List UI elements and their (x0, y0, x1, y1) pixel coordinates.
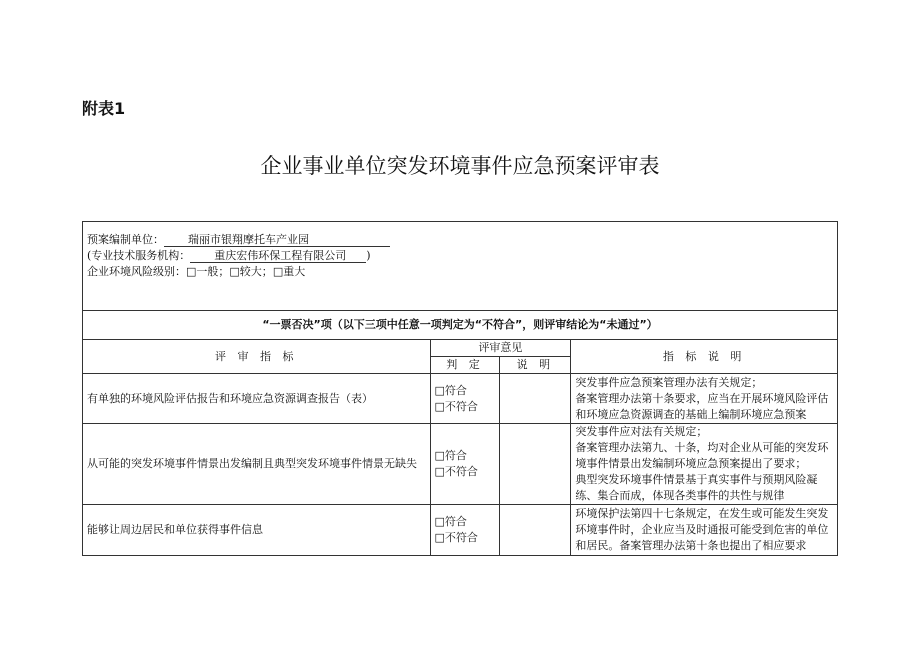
review-table (82, 221, 838, 556)
agency-suffix: ) (366, 249, 371, 262)
checkbox-fail[interactable]: □不符合 (434, 465, 478, 478)
checkbox-fail[interactable]: □不符合 (434, 531, 478, 544)
risk-option-major[interactable]: □较大； (229, 265, 273, 278)
risk-label: 企业环境风险级别： (87, 265, 186, 278)
header-explain: 说 明 (500, 357, 571, 374)
header-judgement: 判 定 (430, 357, 500, 374)
description-cell: 环境保护法第四十七条规定，在发生或可能发生突发环境事件时，企业应当及时通报可能受到危害的单位和居民。备案管理办法第十条也提出了相应要求 (571, 505, 838, 556)
indicator-cell: 能够让周边居民和单位获得事件信息 (83, 505, 431, 556)
checkbox-pass[interactable]: □符合 (434, 449, 467, 462)
header-indicator: 评 审 指 标 (83, 340, 431, 374)
table-row (83, 374, 838, 424)
checkbox-pass[interactable]: □符合 (434, 515, 467, 528)
agency-label: (专业技术服务机构： (87, 249, 191, 262)
note-cell[interactable] (500, 505, 571, 556)
info-cell (83, 222, 838, 311)
indicator-cell: 从可能的突发环境事件情景出发编制且典型突发环境事件情景无缺失 (83, 424, 431, 505)
description-cell: 突发事件应对法有关规定； 备案管理办法第九、十条，均对企业从可能的突发环境事件情景出发编制环境应急预案提出了要求； 典型突发环境事件情景基于真实事件与预期风险凝练、集合而成，体现各类事件的共性与规律 (571, 424, 838, 505)
indicator-cell: 有单独的环境风险评估报告和环境应急资源调查报告（表） (83, 374, 431, 424)
agency-field[interactable]: 重庆宏伟环保工程有限公司 (190, 249, 366, 263)
note-cell[interactable] (500, 424, 571, 505)
page-title: 企业事业单位突发环境事件应急预案评审表 (260, 154, 660, 178)
unit-label: 预案编制单位： (87, 233, 164, 246)
checkbox-fail[interactable]: □不符合 (434, 399, 478, 413)
header-description: 指 标 说 明 (571, 340, 838, 374)
risk-option-severe[interactable]: □重大 (272, 265, 306, 278)
checkbox-pass[interactable]: □符合 (434, 383, 467, 397)
table-row (83, 424, 838, 505)
header-opinion: 评审意见 (430, 340, 571, 357)
note-cell[interactable] (500, 374, 571, 424)
table-row (83, 505, 838, 556)
attachment-label: 附表1 (82, 99, 126, 118)
veto-heading: “一票否决”项（以下三项中任意一项判定为“不符合”，则评审结论为“未通过”） (83, 311, 838, 340)
unit-field[interactable]: 瑞丽市银翔摩托车产业园 (164, 233, 390, 247)
description-cell: 突发事件应急预案管理办法有关规定； 备案管理办法第十条要求，应当在开展环境风险评估和环境应急资源调查的基础上编制环境应急预案 (571, 374, 838, 424)
risk-option-general[interactable]: □一般； (186, 265, 230, 278)
